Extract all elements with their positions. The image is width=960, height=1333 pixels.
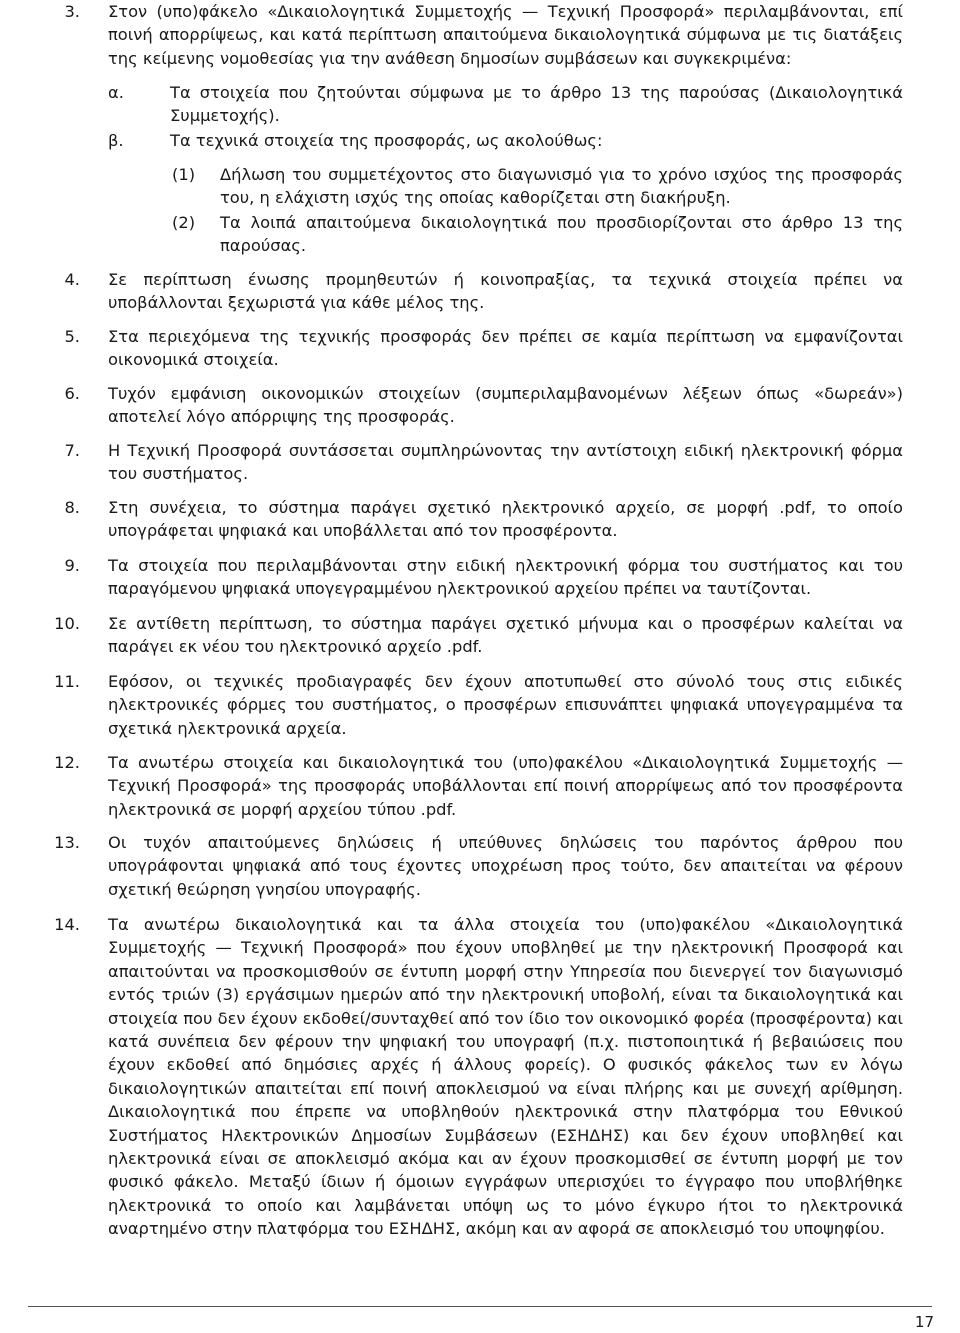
list-item-3 [0, 0, 960, 70]
item-text: Τα στοιχεία που περιλαμβάνονται στην ειδική ηλεκτρονική φόρμα του συστήματος και του παραγόμενου ψηφιακά υπογεγραμμένου ηλεκτρονικού αρχείου πρέπει να ταυτίζονται. [108, 556, 903, 599]
list-item-5 [0, 325, 960, 372]
item-text: Η Τεχνική Προσφορά συντάσσεται συμπληρώνοντας την αντίστοιχη ειδική ηλεκτρονική φόρμα του συστήματος. [108, 441, 903, 484]
list-item-13 [0, 831, 960, 901]
item-number: 6. [64, 384, 80, 403]
list-item-10 [0, 612, 960, 659]
list-item-12 [0, 751, 960, 821]
item-text: Στα περιεχόμενα της τεχνικής προσφοράς δεν πρέπει σε καμία περίπτωση να εμφανίζονται οικονομικά στοιχεία. [108, 327, 903, 370]
item-text: Σε αντίθετη περίπτωση, το σύστημα παράγει σχετικό μήνυμα και ο προσφέρων καλείται να παράγει εκ νέου του ηλεκτρονικό αρχείο .pdf. [108, 614, 903, 657]
sub-sub-item-1 [0, 163, 960, 210]
sub-sub-item-text: Τα λοιπά απαιτούμενα δικαιολογητικά που προσδιορίζονται στο άρθρο 13 της παρούσας. [220, 213, 903, 256]
item-number: 4. [64, 270, 80, 289]
list-item-6 [0, 382, 960, 429]
sub-item-beta [0, 129, 960, 152]
list-item-14 [0, 913, 960, 1241]
item-text: Σε περίπτωση ένωσης προμηθευτών ή κοινοπραξίας, τα τεχνικά στοιχεία πρέπει να υποβάλλονται ξεχωριστά για κάθε μέλος της. [108, 270, 903, 313]
page-number: 17 [914, 1313, 934, 1331]
item-number: 10. [54, 614, 80, 633]
item-text: Στη συνέχεια, το σύστημα παράγει σχετικό ηλεκτρονικό αρχείο, σε μορφή .pdf, το οποίο υπογράφεται ψηφιακά και υποβάλλεται από τον προσφέροντα. [108, 498, 903, 541]
list-item-7 [0, 439, 960, 486]
item-number: 13. [54, 833, 80, 852]
item-text: Στον (υπο)φάκελο «Δικαιολογητικά Συμμετοχής — Τεχνική Προσφορά» περιλαμβάνονται, επί ποινή απορρίψεως, και κατά περίπτωση απαιτούμενα δικαιολογητικά σύμφωνα με τις διατάξεις της κείμενης νομοθεσίας για την ανάθεση δημοσίων συμβάσεων και συγκεκριμένα: [108, 2, 903, 68]
item-number: 5. [64, 327, 80, 346]
item-number: 12. [54, 753, 80, 772]
item-number: 7. [64, 441, 80, 460]
sub-item-alpha [0, 81, 960, 128]
sub-item-text: Τα τεχνικά στοιχεία της προσφοράς, ως ακολούθως: [170, 131, 603, 150]
item-number: 8. [64, 498, 80, 517]
list-item-9 [0, 554, 960, 601]
sub-item-number: β. [108, 131, 124, 150]
item-text: Οι τυχόν απαιτούμενες δηλώσεις ή υπεύθυνες δηλώσεις του παρόντος άρθρου που υπογράφονται ψηφιακά από τους έχοντες υποχρέωση προς τούτο, δεν απαιτείται να φέρουν σχετική θεώρηση γνησίου υπογραφής. [108, 833, 903, 899]
sub-sub-item-number: (1) [172, 165, 196, 184]
item-number: 14. [54, 915, 80, 934]
list-item-11 [0, 670, 960, 740]
sub-sub-item-2 [0, 211, 960, 258]
sub-item-text: Τα στοιχεία που ζητούνται σύμφωνα με το άρθρο 13 της παρούσας (Δικαιολογητικά Συμμετοχής). [170, 83, 903, 126]
item-number: 11. [54, 672, 80, 691]
sub-item-number: α. [108, 83, 124, 102]
sub-sub-item-number: (2) [172, 213, 196, 232]
list-item-4 [0, 268, 960, 315]
item-text: Τυχόν εμφάνιση οικονομικών στοιχείων (συμπεριλαμβανομένων λέξεων όπως «δωρεάν») αποτελεί λόγο απόρριψης της προσφοράς. [108, 384, 903, 427]
sub-sub-item-text: Δήλωση του συμμετέχοντος στο διαγωνισμό για το χρόνο ισχύος της προσφοράς του, η ελάχιστη ισχύς της οποίας καθορίζεται στη διακήρυξη. [220, 165, 903, 208]
item-number: 3. [64, 2, 80, 21]
list-item-8 [0, 496, 960, 543]
footer-divider [28, 1306, 932, 1307]
item-number: 9. [64, 556, 80, 575]
item-text: Τα ανωτέρω δικαιολογητικά και τα άλλα στοιχεία του (υπο)φακέλου «Δικαιολογητικά Συμμετοχής — Τεχνική Προσφορά» που έχουν υποβληθεί με την ηλεκτρονική Προσφορά και απαιτούνται να προσκομισθούν σε έντυπη μορφή στην Υπηρεσία που διενεργεί τον διαγωνισμό εντός τριών (3) εργάσιμων ημερών από την ηλεκτρονική υποβολή, είναι τα δικαιολογητικά και στοιχεία που δεν έχουν εκδοθεί/συνταχθεί από τον ίδιο τον οικονομικό φορέα (προσφέροντα) και κατά συνέπεια δεν φέρουν την ψηφιακή του υπογραφή (π.χ. πιστοποιητικά ή βεβαιώσεις που έχουν εκδοθεί από δημόσιες αρχές ή άλλους φορείς). Ο φυσικός φάκελος των εν λόγω δικαιολογητικών απαιτείται επί ποινή αποκλεισμού να είναι πλήρης και με συνεχή αρίθμηση. Δικαιολογητικά που έπρεπε να υποβληθούν ηλεκτρονικά στην πλατφόρμα του Εθνικού Συστήματος Ηλεκτρονικών Δημοσίων Συμβάσεων (ΕΣΗΔΗΣ) και δεν έχουν υποβληθεί και ηλεκτρονικά είναι σε αποκλεισμό ακόμα και αν έχουν προσκομισθεί σε έντυπη μορφή με τον φυσικό φάκελο. Μεταξύ ίδιων ή όμοιων εγγράφων υπερισχύει το έγγραφο που υποβλήθηκε ηλεκτρονικά το οποίο και λαμβάνεται υπόψη ως το μόνο έγκυρο ήτοι το ηλεκτρονικά αναρτημένο στην πλατφόρμα του ΕΣΗΔΗΣ, ακόμη και αν αφορά σε αποκλεισμό του υποψηφίου. [108, 915, 903, 1239]
item-text: Τα ανωτέρω στοιχεία και δικαιολογητικά του (υπο)φακέλου «Δικαιολογητικά Συμμετοχής — Τεχνική Προσφορά» της προσφοράς υποβάλλονται επί ποινή απορρίψεως από τον προσφέροντα ηλεκτρονικά σε μορφή αρχείου τύπου .pdf. [108, 753, 903, 819]
item-text: Εφόσον, οι τεχνικές προδιαγραφές δεν έχουν αποτυπωθεί στο σύνολό τους στις ειδικές ηλεκτρονικές φόρμες του συστήματος, ο προσφέρων επισυνάπτει ψηφιακά υπογεγραμμένα τα σχετικά ηλεκτρονικά αρχεία. [108, 672, 903, 738]
